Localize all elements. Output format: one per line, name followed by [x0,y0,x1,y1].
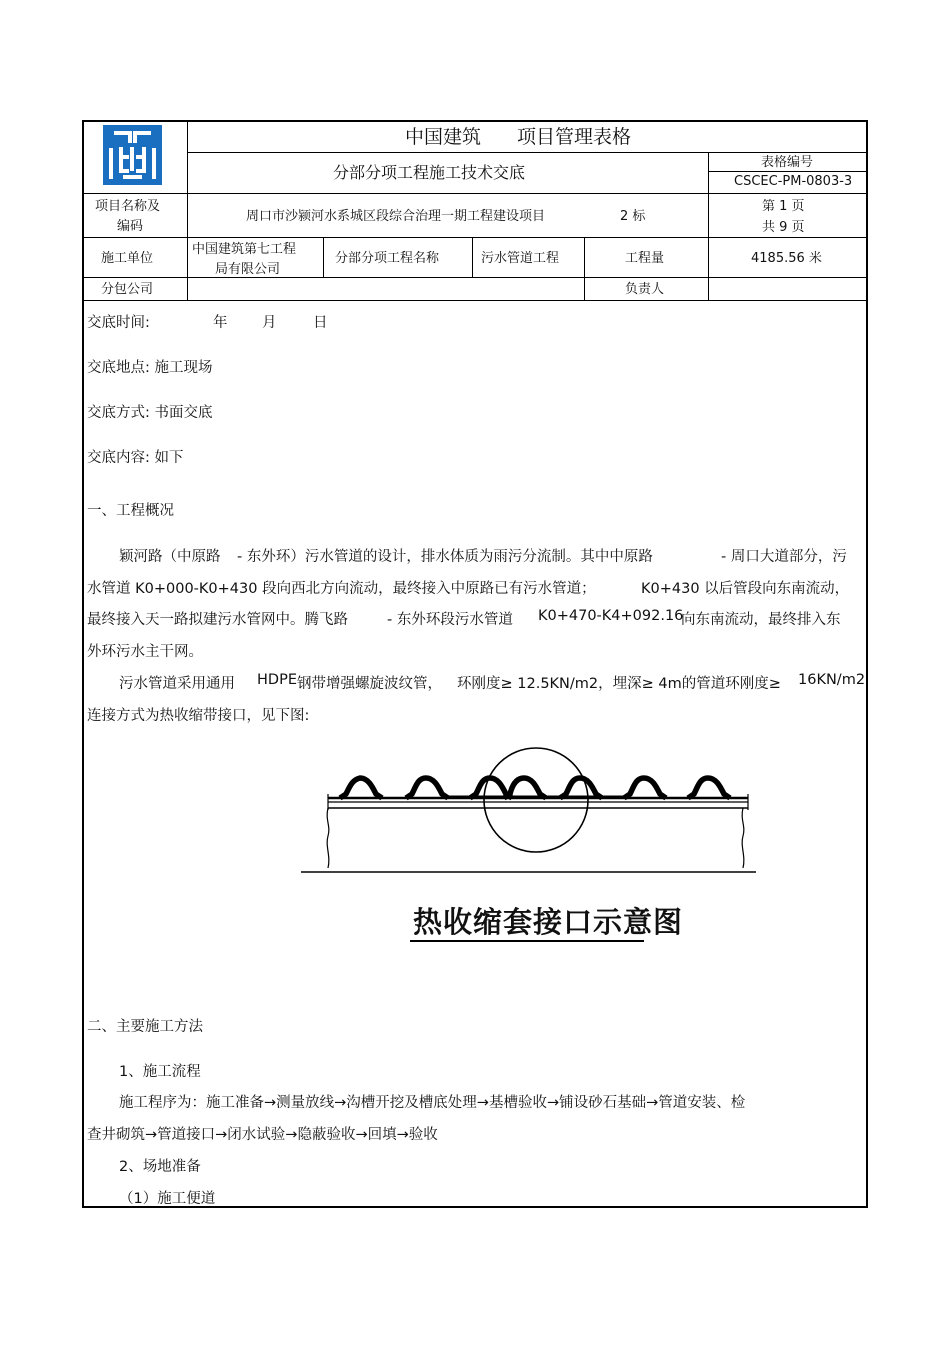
section1-heading: 一、工程概况 [87,503,174,519]
overview-p1-l3a: 最终接入天一路拟建污水管网中。腾飞路 [87,612,348,628]
form-title: 分部分项工程施工技术交底 [333,163,526,182]
overview-p2-l1b: HDPE [257,672,297,688]
form-no: CSCEC-PM-0803-3 [734,174,853,189]
briefing-month: 月 [262,315,277,331]
person-in-charge-label: 负责人 [625,282,665,297]
caption-underline [410,940,644,942]
briefing-year: 年 [213,315,228,331]
briefing-content: 交底内容: 如下 [87,450,184,466]
form-type-title: 项目管理表格 [517,126,632,148]
overview-p2-l2: 连接方式为热收缩带接口，见下图: [87,708,310,724]
overview-p2-l1c: 钢带增强螺旋波纹管， [297,676,442,692]
overview-p1-l1b: - 东外环）污水管道的设计，排水体质为雨污分流制。其中中原路 [237,549,653,565]
construction-unit-a: 中国建筑第七工程 [192,242,297,257]
briefing-method: 交底方式: 书面交底 [87,405,213,421]
briefing-time: 交底时间: [87,315,150,331]
joint-diagram [298,738,758,878]
cscec-logo [103,125,162,185]
subproject-name: 污水管道工程 [481,251,560,266]
company-title: 中国建筑 [405,126,482,148]
access-road-subheading: （1）施工便道 [119,1191,216,1207]
overview-p1-l2a: 水管道 K0+000-K0+430 段向西北方向流动，最终接入中原路已有污水管道； [87,581,596,597]
overview-p1-l3b: - 东外环段污水管道 [387,612,513,628]
briefing-place: 交底地点: 施工现场 [87,360,213,376]
subcontractor-label: 分包公司 [101,282,154,297]
overview-p1-l3d: 向东南流动，最终排入东 [681,612,841,628]
overview-p2-l1e: 16KN/m2 [798,672,866,688]
site-prep-subheading: 2、场地准备 [119,1159,201,1175]
page-number: 第 1 页 [762,199,805,214]
workflow-line1: 施工程序为：施工准备→测量放线→沟槽开挖及槽底处理→基槽验收→铺设砂石基础→管道安装、检 [119,1095,746,1111]
overview-p1-l2b: K0+430 以后管段向东南流动， [641,581,850,597]
overview-p1-l1a: 颖河路（中原路 [119,549,221,565]
overview-p2-l1a: 污水管道采用通用 [119,676,235,692]
page-total: 共 9 页 [762,220,805,235]
construction-unit-b: 局有限公司 [215,262,281,277]
figure-caption: 热收缩套接口示意图 [413,905,684,939]
overview-p1-l4: 外环污水主干网。 [87,644,203,660]
overview-p1-l1c: - 周口大道部分，污 [721,549,847,565]
construction-unit-label: 施工单位 [101,251,154,266]
workflow-subheading: 1、施工流程 [119,1064,201,1080]
overview-p1-l3c: K0+470-K4+092.16 [538,608,684,624]
project-name: 周口市沙颍河水系城区段综合治理一期工程建设项目 [246,209,546,224]
project-lot: 2 标 [620,209,646,224]
form-no-label: 表格编号 [761,155,814,170]
quantity-label: 工程量 [625,251,665,266]
project-name-label-b: 编码 [117,219,144,234]
briefing-day: 日 [313,315,328,331]
overview-p2-l1d: 环刚度≥ 12.5KN/m2，埋深≥ 4m的管道环刚度≥ [457,676,781,692]
workflow-line2: 查井砌筑→管道接口→闭水试验→隐蔽验收→回填→验收 [87,1127,438,1143]
section2-heading: 二、主要施工方法 [87,1019,203,1035]
subproject-label: 分部分项工程名称 [335,251,440,266]
quantity-value: 4185.56 米 [751,251,822,266]
project-name-label-a: 项目名称及 [95,199,161,214]
